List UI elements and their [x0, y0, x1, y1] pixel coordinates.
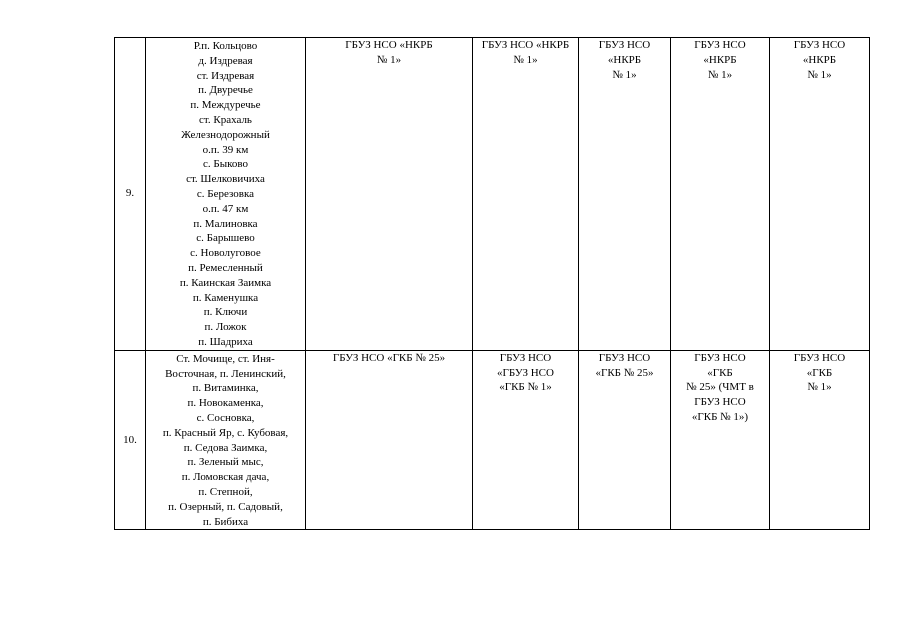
hospital-line: «ГКБ [707, 366, 733, 379]
hospital-line: № 1» [376, 53, 402, 66]
settlements-cell [146, 350, 306, 530]
hospital-cell [306, 350, 473, 530]
settlement-line: п. Ключи [203, 306, 248, 319]
settlement-line: д. Издревая [198, 54, 253, 67]
settlement-line: ст. Издревая [196, 69, 255, 82]
hospital-line: № 25» (ЧМТ в [686, 381, 754, 394]
settlement-line: п. Двуречье [198, 84, 253, 97]
settlement-line: Восточная, п. Ленинский, [165, 367, 286, 380]
settlement-line: Р.п. Кольцово [193, 40, 258, 52]
settlements-cell [146, 38, 306, 351]
settlement-line: п. Каинская Заимка [179, 276, 272, 289]
hospital-line: № 1» [513, 53, 538, 66]
hospital-line: ГБУЗ НСО «ГКБ № 25» [332, 351, 446, 364]
hospital-line: № 1» [707, 68, 733, 81]
settlement-line: п. Седова Заимка, [183, 441, 268, 454]
hospital-cell [473, 350, 579, 530]
hospital-cell [671, 350, 770, 530]
settlement-line: о.п. 47 км [202, 202, 249, 215]
hospital-cell [671, 38, 770, 351]
hospital-line: № 1» [612, 68, 637, 81]
row-number: 10. [123, 433, 137, 446]
hospital-cell [579, 350, 671, 530]
settlement-line: п. Ложок [204, 321, 247, 334]
settlement-line: п. Красный Яр, с. Кубовая, [162, 426, 289, 439]
settlement-line: о.п. 39 км [202, 143, 249, 156]
hospital-line: ГБУЗ НСО [793, 39, 846, 51]
table-row [115, 350, 870, 530]
table-row [115, 38, 870, 351]
settlement-line: п. Ломовская дача, [181, 471, 270, 484]
settlement-line: п. Озерный, п. Садовый, [168, 500, 283, 513]
hospital-line: «ГКБ № 1» [499, 381, 552, 394]
settlement-line: Железнодорожный [181, 128, 270, 141]
settlement-line: п. Степной, [198, 485, 253, 498]
settlement-line: п. Новокаменка, [187, 397, 264, 410]
settlement-line: п. Шадриха [198, 335, 253, 348]
hospital-line: ГБУЗ НСО [694, 396, 746, 409]
settlement-line: Ст. Мочище, ст. Иня- [176, 352, 275, 365]
settlement-line: с. Барышево [196, 232, 255, 245]
row-number-cell [115, 38, 146, 351]
settlement-line: ст. Шелковичиха [186, 173, 265, 186]
hospital-line: «НКРБ [802, 53, 837, 66]
settlement-line: п. Ремесленный [188, 261, 263, 274]
hospital-line: «ГКБ [806, 366, 833, 379]
settlement-line: п. Каменушка [192, 291, 259, 304]
row-number-cell [115, 350, 146, 530]
hospital-line: ГБУЗ НСО [793, 351, 846, 364]
hospital-line: ГБУЗ НСО [598, 351, 651, 364]
settlement-line: п. Бибиха [202, 515, 249, 528]
hospital-line: «НКРБ [703, 53, 737, 66]
settlement-line: п. Зеленый мыс, [187, 456, 264, 469]
settlement-line: с. Быково [203, 158, 248, 171]
settlement-line: с. Новолуговое [190, 247, 261, 260]
hospital-line: ГБУЗ НСО «НКРБ [345, 39, 433, 51]
hospital-line: «ГКБ № 25» [595, 366, 654, 379]
hospital-line: № 1» [807, 381, 832, 394]
settlement-line: п. Витаминка, [192, 382, 259, 395]
hospital-line: ГБУЗ НСО [694, 351, 746, 364]
hospital-line: ГБУЗ НСО «НКРБ [481, 39, 570, 51]
hospital-line: «ГКБ № 1») [691, 410, 749, 423]
hospital-cell [770, 350, 870, 530]
settlement-line: с. Сосновка, [196, 411, 255, 424]
hospital-line: ГБУЗ НСО [694, 39, 746, 51]
hospital-cell [473, 38, 579, 351]
routing-table [114, 37, 870, 530]
settlement-line: п. Малиновка [193, 217, 258, 230]
settlement-line: п. Междуречье [190, 99, 261, 112]
hospital-line: № 1» [807, 68, 832, 81]
hospital-cell [306, 38, 473, 351]
row-number: 9. [125, 187, 135, 200]
hospital-cell [770, 38, 870, 351]
hospital-line: «ГБУЗ НСО [497, 366, 554, 379]
settlement-line: с. Березовка [196, 187, 255, 200]
hospital-line: «НКРБ [607, 53, 642, 66]
hospital-line: ГБУЗ НСО [499, 351, 552, 364]
settlement-line: ст. Крахаль [199, 113, 252, 126]
hospital-line: ГБУЗ НСО [598, 39, 651, 51]
hospital-cell [579, 38, 671, 351]
